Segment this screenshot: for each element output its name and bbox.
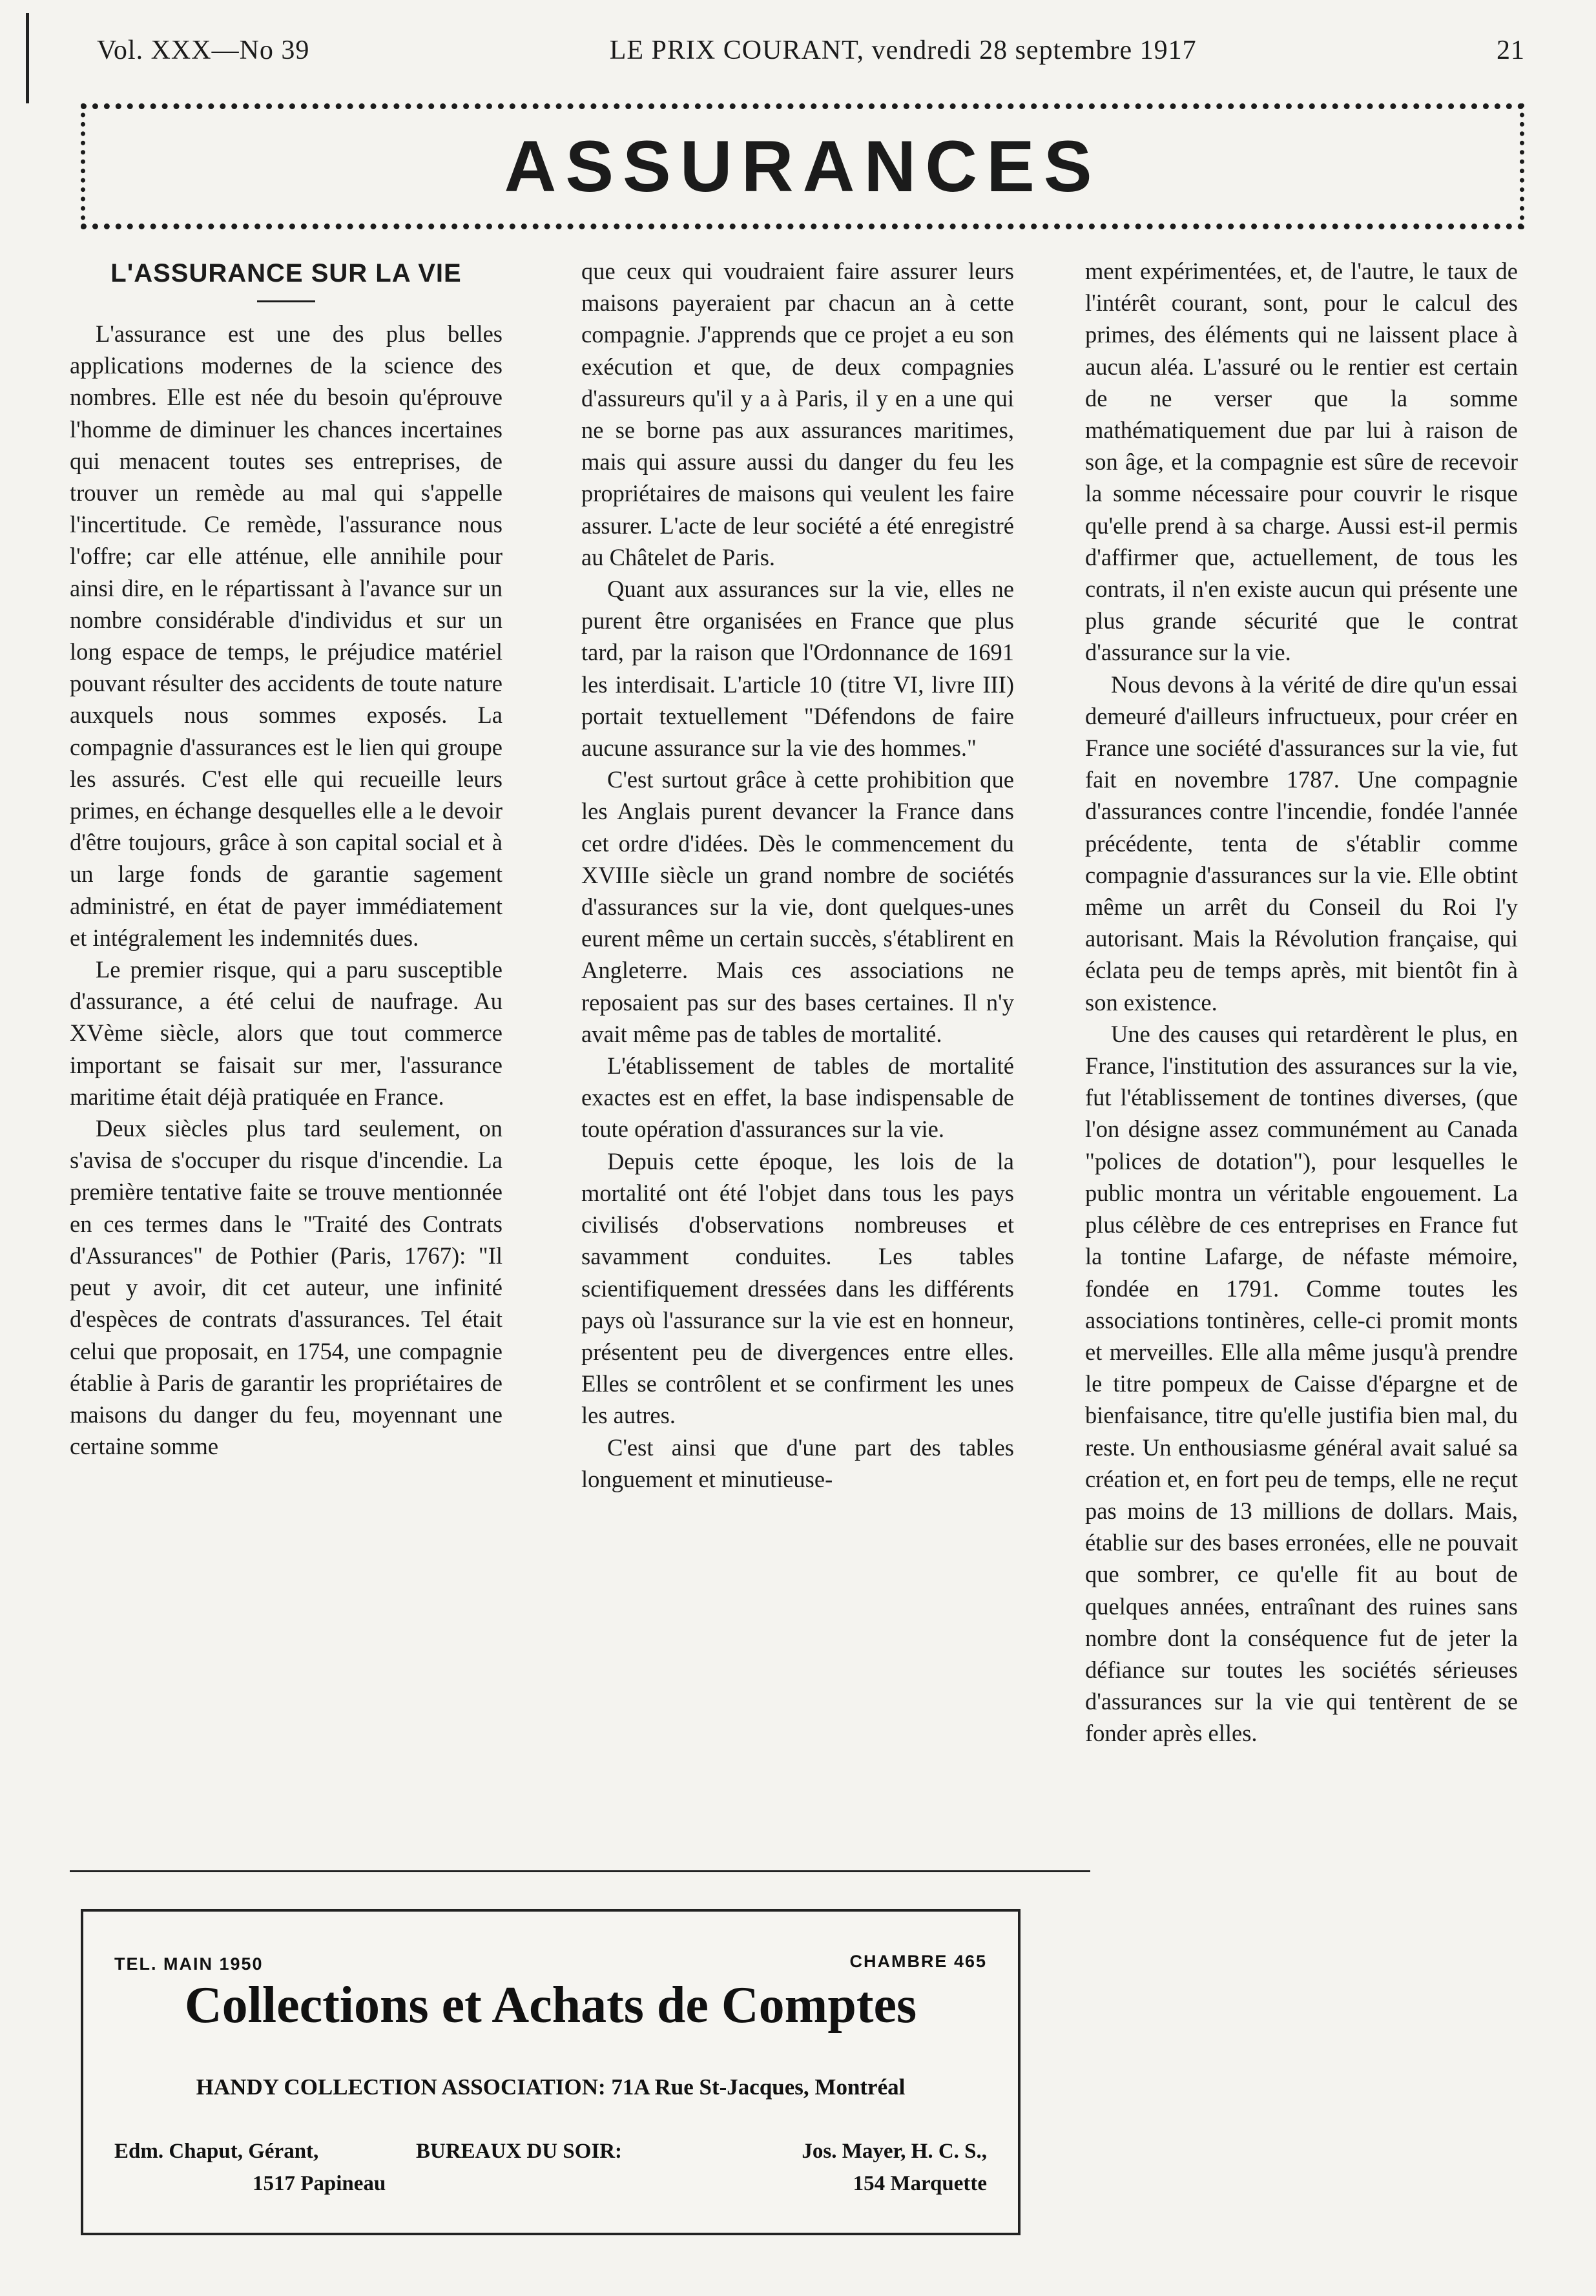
paragraph: Deux siècles plus tard seulement, on s'avisa de s'occuper du risque d'incendie. La première tentative faite se trouve mentionnée en ces termes dans le "Traité des Contrats d'Assurances" de Pothier (Paris, 1767): "Il peut y avoir, dit cet auteur, une infinité d'espèces de contrats d'assurances. Tel était celui que proposait, en 1754, une compagnie établie à Paris de garantir les propriétaires de maisons du danger du feu, moyennant une certaine somme xyxy=(70,1115,503,1460)
paragraph: Une des causes qui retardèrent le plus, en France, l'institution des assurances sur la vie, fut l'établissement de tontines diverses, (que l'on désigne assez communément au Canada "polices de dotation"), pour lesquelles le public montra un véritable engouement. La plus célèbre de ces entreprises en France fut la tontine Lafarge, de néfaste mémoire, fondée en 1791. Comme toutes les associations tontinères, celle-ci promit monts et merveilles. Elle alla même jusqu'à prendre le titre pompeux de Caisse d'épargne et de bienfaisance, titre qu'elle justifia bien mal, du reste. Un enthousiasme général avait salué sa création et, en fort peu de temps, elle ne reçut pas moins de 13 millions de dollars. Mais, établie sur des bases erronées, elle ne pouvait que sombrer, ce qu'elle fit au bout de quelques années, entraînant des ruines sans nombre dont la conséquence fut de jeter la défiance sur toutes les sociétés sérieuses d'assurances sur la vie qui tentèrent de se fonder après elles. xyxy=(1085,1020,1518,1747)
ad-other-name: Jos. Mayer, H. C. S., xyxy=(802,2140,987,2163)
ad-telephone: TEL. MAIN 1950 xyxy=(114,1954,264,1974)
ad-evening-office: BUREAUX DU SOIR: xyxy=(416,2140,623,2163)
section-title: ASSURANCES xyxy=(504,126,1101,207)
running-header xyxy=(97,31,1525,70)
ad-manager-name: Edm. Chaput, Gérant, xyxy=(114,2140,319,2163)
section-title-box xyxy=(81,103,1524,229)
paragraph: C'est ainsi que d'une part des tables longuement et minutieuse- xyxy=(581,1434,1014,1492)
paragraph: Nous devons à la vérité de dire qu'un essai demeuré d'ailleurs infructueux, pour créer en France une société d'assurances sur la vie, fut fait en novembre 1787. Une compagnie d'assurances contre l'incendie, fondée l'année précédente, tenta de s'établir comme compagnie d'assurances sur la vie. Elle obtint même un arrêt du Conseil du Roi l'y autorisant. Mais la Révolution française, qui éclata peu de temps après, mit bientôt fin à son existence. xyxy=(1085,671,1518,1016)
page-number: 21 xyxy=(1497,36,1525,65)
volume-number: Vol. XXX—No 39 xyxy=(97,36,310,65)
paragraph: que ceux qui voudraient faire assurer leurs maisons payeraient par chacun an à cette compagnie. J'apprends que ce projet a eu son exécution et que, de deux compagnies d'assureurs qu'il y a à Paris, il y en a une qui ne se borne pas aux assurances maritimes, mais qui assure aussi du danger du feu les propriétaires de maisons qui veulent les faire assurer. L'acte de leur société a été enregistré au Châtelet de Paris. xyxy=(581,258,1014,570)
paragraph: Le premier risque, qui a paru susceptible d'assurance, a été celui de naufrage. Au XVème siècle, alors que tout commerce important se faisait sur mer, l'assurance maritime était déjà pratiquée en France. xyxy=(70,956,503,1110)
paragraph: Quant aux assurances sur la vie, elles ne purent être organisées en France que plus tard, par la raison que l'Ordonnance de 1691 les interdisait. L'article 10 (titre VI, livre III) portait textuellement "Défendons de faire aucune assurance sur la vie des hommes." xyxy=(581,576,1014,762)
ad-association: HANDY COLLECTION ASSOCIATION: 71A Rue St-Jacques, Montréal xyxy=(196,2074,906,2100)
paragraph: ment expérimentées, et, de l'autre, le taux de l'intérêt courant, sont, pour le calcul des primes, des éléments qui ne laissent place à aucun aléa. L'assuré ou le rentier est certain de ne verser que la somme mathématiquement due par lui à raison de son âge, et la compagnie est sûre de recevoir la somme nécessaire pour couvrir le risque qu'elle prend à sa charge. Aussi est-il permis d'affirmer que, actuellement, de tous les contrats, il n'en existe aucun qui présente une plus grande sécurité que le contrat d'assurance sur la vie. xyxy=(1085,258,1518,666)
ad-other-address: 154 Marquette xyxy=(853,2172,987,2195)
ad-room-number: CHAMBRE 465 xyxy=(849,1952,987,1971)
article-title: L'ASSURANCE SUR LA VIE xyxy=(110,259,462,287)
paragraph: L'établissement de tables de mortalité exactes est en effet, la base indispensable de toute opération d'assurances sur la vie. xyxy=(581,1052,1014,1143)
article-column-2 xyxy=(581,255,1014,1825)
title-rule xyxy=(257,300,315,302)
paragraph: Depuis cette époque, les lois de la mortalité ont été l'objet dans tous les pays civilisés d'observations nombreuses et savamment conduites. Les tables scientifiquement dressées dans les différents pays où l'assurance sur la vie est en honneur, présentent peu de divergences entre elles. Elles se contrôlent et se confirment les unes les autres. xyxy=(581,1147,1014,1429)
scan-edge-line xyxy=(26,13,29,103)
article-column-1 xyxy=(70,255,503,1832)
advertisement-box xyxy=(81,1909,1021,2235)
advertisement-divider xyxy=(70,1870,1090,1872)
article-column-3 xyxy=(1085,255,1518,2219)
paragraph: L'assurance est une des plus belles applications modernes de la science des nombres. Elle est née du besoin qu'éprouve l'homme de diminuer les chances incertaines qui menacent toutes ses entreprises, de trouver un remède au mal qui s'appelle l'incertitude. Ce remède, l'assurance nous l'offre; car elle atténue, elle annihile pour ainsi dire, en le répartissant à l'avance sur un nombre considérable d'individus et sur un long espace de temps, le préjudice matériel pouvant résulter des accidents de toute nature auxquels nous sommes exposés. La compagnie d'assurances est le lien qui groupe les assurés. C'est elle qui recueille leurs primes, en échange desquelles elle a le devoir d'être toujours, grâce à son capital social et à un large fonds de garantie sagement administré, en état de payer immédiatement et intégralement les indemnités dues. xyxy=(70,320,503,951)
ad-manager-address: 1517 Papineau xyxy=(253,2172,386,2195)
paragraph: C'est surtout grâce à cette prohibition que les Anglais purent devancer la France dans cet ordre d'idées. Dès le commencement du XVIIIe siècle un grand nombre de sociétés d'assurances sur la vie, dont quelques-unes eurent même un certain succès, s'établirent en Angleterre. Mais ces associations ne reposaient pas sur des bases certaines. Il n'y avait même pas de tables de mortalité. xyxy=(581,766,1014,1047)
ad-headline: Collections et Achats de Comptes xyxy=(184,1977,917,2034)
publication-date: LE PRIX COURANT, vendredi 28 septembre 1917 xyxy=(609,36,1197,65)
